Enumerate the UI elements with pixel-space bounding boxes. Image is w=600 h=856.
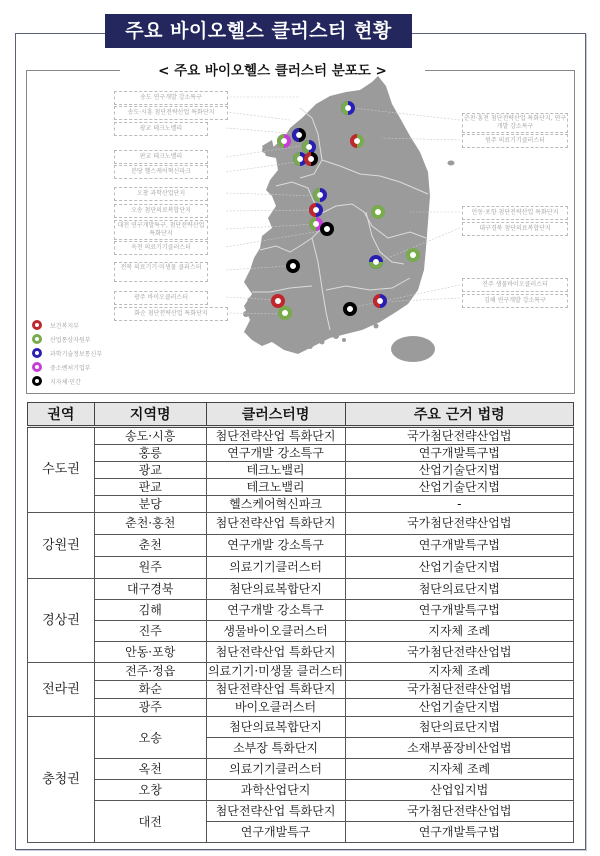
cluster-cell: 테크노밸리 <box>206 479 345 496</box>
region-cell: 경상권 <box>28 579 95 663</box>
area-cell: 오송 <box>94 717 206 759</box>
area-cell: 오창 <box>94 780 206 801</box>
area-cell: 옥천 <box>94 759 206 780</box>
law-cell: 산업기술단지법 <box>345 557 573 579</box>
header-cluster: 클러스터명 <box>206 403 345 427</box>
area-cell: 안동·포항 <box>94 642 206 663</box>
cluster-cell: 테크노밸리 <box>206 462 345 479</box>
table-row <box>28 535 574 557</box>
cluster-cell: 의료기기클러스터 <box>206 759 345 780</box>
header-region: 권역 <box>28 403 95 427</box>
legend-item <box>32 374 102 388</box>
cluster-cell: 생물바이오클러스터 <box>206 621 345 642</box>
law-cell: 연구개발특구법 <box>345 600 573 621</box>
law-cell: 국가첨단전략산업법 <box>345 681 573 699</box>
legend-label: 중소벤처기업부 <box>50 364 91 372</box>
map-label: 대구경북 첨단의료복합단지 <box>462 222 568 236</box>
cluster-cell: 첨단전략산업 특화단지 <box>206 801 345 822</box>
region-cell: 충청권 <box>28 717 95 843</box>
red-dot-icon <box>32 320 42 330</box>
cluster-cell: 의료기기·미생물 클러스터 <box>206 663 345 681</box>
cluster-cell: 첨단전략산업 특화단지 <box>206 642 345 663</box>
table-row <box>28 462 574 479</box>
legend-item <box>32 332 102 346</box>
cluster-table <box>27 402 574 843</box>
table-row <box>28 699 574 717</box>
law-cell: 국가첨단전략산업법 <box>345 801 573 822</box>
table-row <box>28 681 574 699</box>
area-cell: 원주 <box>94 557 206 579</box>
map-label: 분당 헬스케어혁신파크 <box>114 165 208 179</box>
area-cell: 판교 <box>94 479 206 496</box>
map-label: 오송 첨단의료복합단지 <box>114 204 208 218</box>
cluster-cell: 소부장 특화단지 <box>206 738 345 759</box>
map-label: 광교 테크노밸리 <box>114 122 208 136</box>
table-row <box>28 801 574 822</box>
cluster-cell: 연구개발특구 <box>206 822 345 843</box>
law-cell: 산업기술단지법 <box>345 699 573 717</box>
area-cell: 진주 <box>94 621 206 642</box>
cluster-cell: 첨단전략산업 특화단지 <box>206 681 345 699</box>
law-cell: 국가첨단전략산업법 <box>345 513 573 535</box>
page-title: 주요 바이오헬스 클러스터 현황 <box>105 14 412 48</box>
map-title: < 주요 바이오헬스 클러스터 분포도 > <box>158 63 387 79</box>
map-label: 판교 테크노밸리 <box>114 150 208 164</box>
area-cell: 송도·시흥 <box>94 427 206 445</box>
table-row <box>28 663 574 681</box>
cluster-cell: 연구개발 강소특구 <box>206 600 345 621</box>
map-label: 광주 바이오클러스터 <box>114 291 208 305</box>
table-row <box>28 642 574 663</box>
law-cell: 지자체 조례 <box>345 621 573 642</box>
table-row <box>28 600 574 621</box>
area-cell: 광주 <box>94 699 206 717</box>
cluster-cell: 과학산업단지 <box>206 780 345 801</box>
map-label: 대전 연구개발특구, 첨단전략산업 특화단지 <box>114 220 208 240</box>
cluster-cell: 헬스케어혁신파크 <box>206 496 345 513</box>
region-cell: 수도권 <box>28 427 95 513</box>
black-dot-icon <box>32 376 42 386</box>
legend-item <box>32 360 102 374</box>
law-cell: 첨단의료단지법 <box>345 579 573 600</box>
map-label: 오창 과학산업단지 <box>114 187 208 201</box>
table-row <box>28 621 574 642</box>
area-cell: 광교 <box>94 462 206 479</box>
map-label: 진주 생물바이오클러스터 <box>462 278 568 292</box>
table-header-row <box>28 403 574 427</box>
law-cell: 지자체 조례 <box>345 663 573 681</box>
cluster-cell: 첨단의료복합단지 <box>206 579 345 600</box>
map-label: 송도·시흥 첨단전략산업 특화단지 <box>114 106 228 120</box>
legend-label: 과학기술정보통신부 <box>50 350 103 358</box>
map-label: 전북 의료기기·미생물 클러스터 <box>114 262 208 282</box>
header-area: 지역명 <box>94 403 206 427</box>
map-label: 안동·포항 첨단전략산업 특화단지 <box>462 206 568 220</box>
cluster-cell: 첨단전략산업 특화단지 <box>206 427 345 445</box>
table-row <box>28 427 574 445</box>
table-row <box>28 557 574 579</box>
table-row <box>28 479 574 496</box>
area-cell: 홍릉 <box>94 445 206 462</box>
map-label: 옥천 의료기기클러스터 <box>114 241 208 255</box>
law-cell: 산업기술단지법 <box>345 462 573 479</box>
cluster-cell: 바이오클러스터 <box>206 699 345 717</box>
area-cell: 대구경북 <box>94 579 206 600</box>
law-cell: 첨단의료단지법 <box>345 717 573 738</box>
table-row <box>28 579 574 600</box>
header-law: 주요 근거 법령 <box>345 403 573 427</box>
law-cell: - <box>345 496 573 513</box>
area-cell: 김해 <box>94 600 206 621</box>
map-label: 송도 연구개발 강소특구 <box>114 91 228 105</box>
blue-dot-icon <box>32 348 42 358</box>
law-cell: 산업기술단지법 <box>345 479 573 496</box>
area-cell: 대전 <box>94 801 206 843</box>
map-legend <box>32 318 102 388</box>
cluster-cell: 연구개발 강소특구 <box>206 445 345 462</box>
table-row <box>28 513 574 535</box>
law-cell: 국가첨단전략산업법 <box>345 642 573 663</box>
magenta-dot-icon <box>32 362 42 372</box>
table-row <box>28 759 574 780</box>
law-cell: 연구개발특구법 <box>345 535 573 557</box>
map-label: 화순 첨단전략산업 특화단지 <box>114 307 228 321</box>
area-cell: 전주·정읍 <box>94 663 206 681</box>
law-cell: 연구개발특구법 <box>345 445 573 462</box>
legend-item <box>32 346 102 360</box>
area-cell: 화순 <box>94 681 206 699</box>
area-cell: 춘천 <box>94 535 206 557</box>
law-cell: 소재부품장비산업법 <box>345 738 573 759</box>
region-cell: 강원권 <box>28 513 95 579</box>
law-cell: 지자체 조례 <box>345 759 573 780</box>
table-row <box>28 496 574 513</box>
cluster-cell: 첨단의료복합단지 <box>206 717 345 738</box>
map-label: 김해 연구개발 강소특구 <box>462 294 568 308</box>
legend-label: 지자체·민간 <box>50 378 81 386</box>
law-cell: 국가첨단전략산업법 <box>345 427 573 445</box>
map-label: 원주 의료기기클러스터 <box>462 134 568 148</box>
table-row <box>28 780 574 801</box>
cluster-cell: 첨단전략산업 특화단지 <box>206 513 345 535</box>
map-label: 춘천·홍천 첨단전략산업 특화단지, 연구개발 강소특구 <box>462 113 568 133</box>
area-cell: 춘천·홍천 <box>94 513 206 535</box>
law-cell: 산업입지법 <box>345 780 573 801</box>
region-cell: 전라권 <box>28 663 95 717</box>
legend-label: 보건복지부 <box>50 322 79 330</box>
legend-item <box>32 318 102 332</box>
legend-label: 산업통상자원부 <box>50 336 91 344</box>
table-row <box>28 445 574 462</box>
table-row <box>28 717 574 738</box>
cluster-cell: 연구개발 강소특구 <box>206 535 345 557</box>
green-dot-icon <box>32 334 42 344</box>
area-cell: 분당 <box>94 496 206 513</box>
cluster-cell: 의료기기클러스터 <box>206 557 345 579</box>
law-cell: 연구개발특구법 <box>345 822 573 843</box>
